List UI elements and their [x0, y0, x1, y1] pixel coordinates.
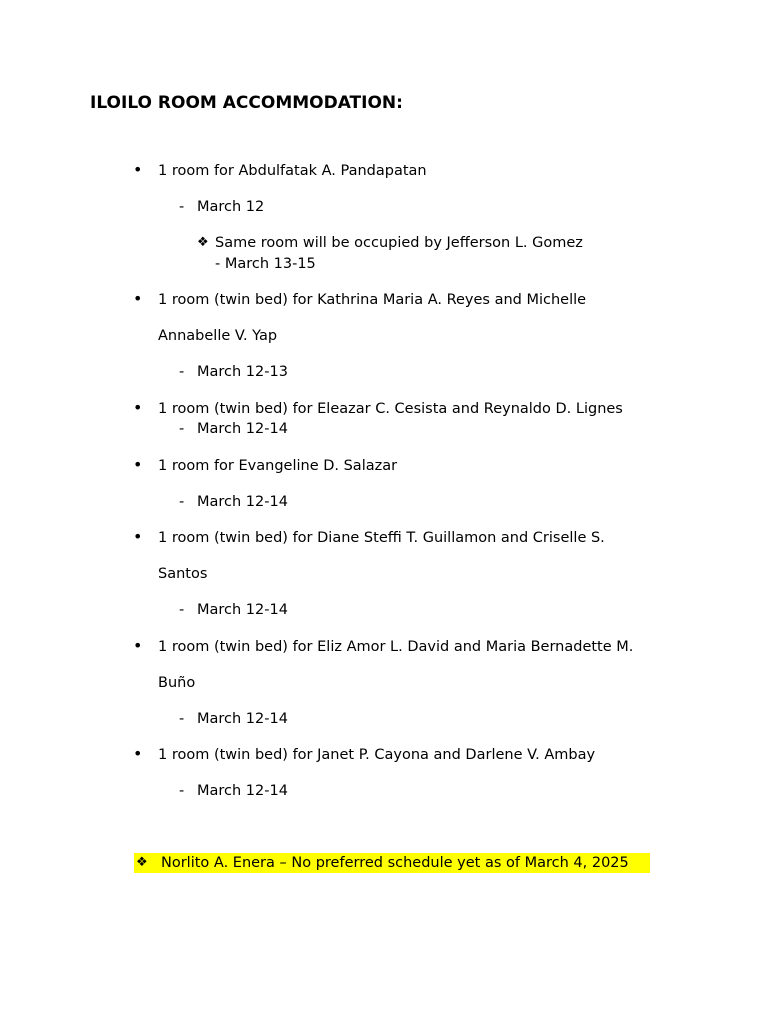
- bullet-icon: •: [133, 455, 143, 474]
- page-title: ILOILO ROOM ACCOMMODATION:: [90, 93, 403, 113]
- bullet-icon: •: [133, 636, 143, 655]
- list-item-date: March 12-14: [197, 711, 288, 727]
- list-item-date: March 12: [197, 199, 265, 215]
- list-item-text-continued: Annabelle V. Yap: [158, 328, 278, 344]
- list-item-text: 1 room for Abdulfatak A. Pandapatan: [158, 163, 427, 179]
- bullet-icon: •: [133, 527, 143, 546]
- list-item-date: March 12-13: [197, 364, 288, 380]
- highlighted-note: [134, 853, 650, 873]
- list-item-date: March 12-14: [197, 602, 288, 618]
- dash-icon: -: [179, 711, 185, 727]
- dash-icon: -: [179, 421, 185, 437]
- list-item-text-continued: Buño: [158, 675, 196, 691]
- list-item-text: 1 room (twin bed) for Diane Steffi T. Guillamon and Criselle S.: [158, 530, 605, 546]
- bullet-icon: •: [133, 160, 143, 179]
- list-item-text: 1 room (twin bed) for Janet P. Cayona and Darlene V. Ambay: [158, 747, 596, 763]
- bullet-icon: •: [133, 744, 143, 763]
- dash-icon: -: [179, 783, 185, 799]
- diamond-bullet-icon: ❖: [197, 235, 209, 250]
- list-item-text: 1 room (twin bed) for Eliz Amor L. David and Maria Bernadette M.: [158, 639, 634, 655]
- highlighted-note-text: Norlito A. Enera – No preferred schedule yet as of March 4, 2025: [161, 855, 629, 871]
- list-item-date: March 12-14: [197, 494, 288, 510]
- list-item-text: 1 room (twin bed) for Eleazar C. Cesista and Reynaldo D. Lignes: [158, 401, 623, 417]
- dash-icon: -: [179, 199, 185, 215]
- list-item-text: 1 room (twin bed) for Kathrina Maria A. Reyes and Michelle: [158, 292, 587, 308]
- bullet-icon: •: [133, 289, 143, 308]
- diamond-bullet-icon: ❖: [136, 855, 148, 870]
- list-item-note-date: - March 13-15: [215, 256, 316, 272]
- dash-icon: -: [179, 602, 185, 618]
- dash-icon: -: [179, 364, 185, 380]
- list-item-text-continued: Santos: [158, 566, 208, 582]
- list-item-text: 1 room for Evangeline D. Salazar: [158, 458, 398, 474]
- list-item-note: Same room will be occupied by Jefferson L. Gomez: [215, 235, 583, 251]
- list-item-date: March 12-14: [197, 421, 288, 437]
- dash-icon: -: [179, 494, 185, 510]
- bullet-icon: •: [133, 398, 143, 417]
- list-item-date: March 12-14: [197, 783, 288, 799]
